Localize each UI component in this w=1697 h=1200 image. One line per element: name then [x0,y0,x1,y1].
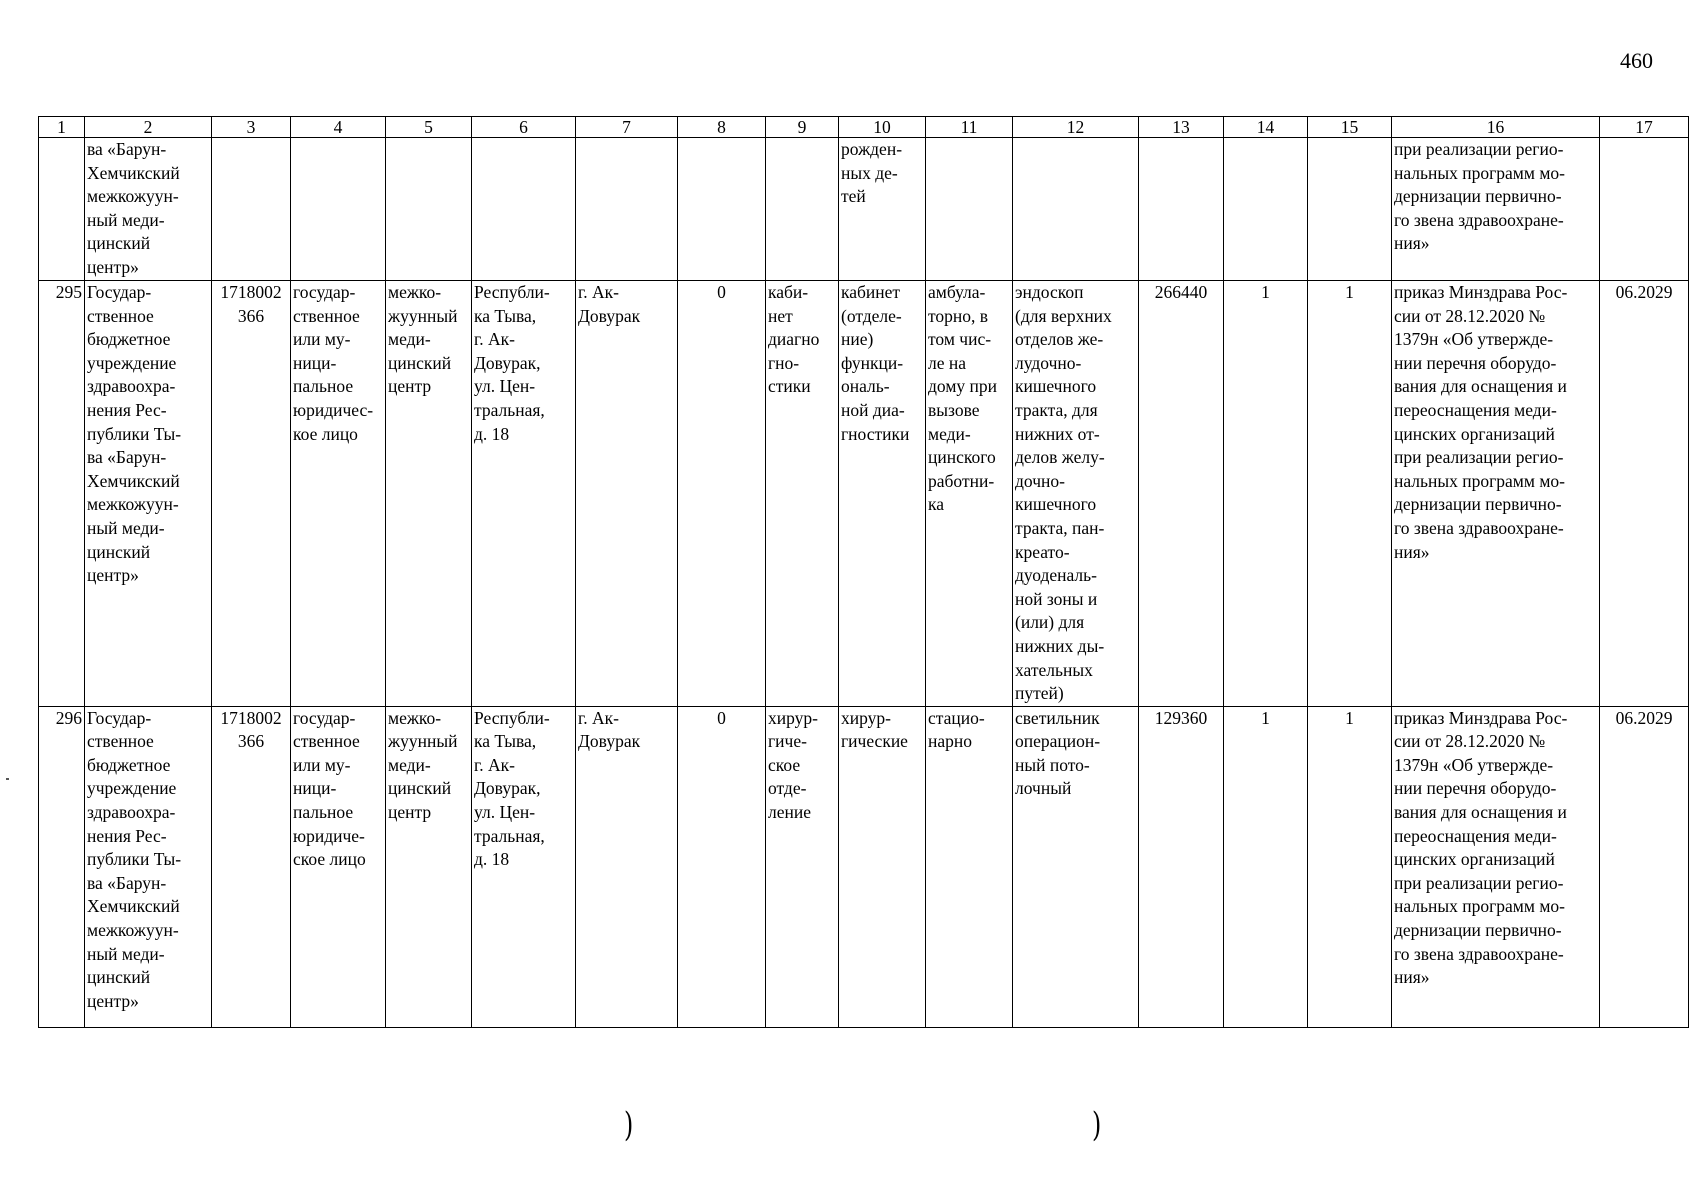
row-number-cell [39,138,85,281]
date-cell: 06.2029 [1600,706,1689,1027]
column-header: 7 [576,117,678,138]
inn-cell: 1718002 366 [212,706,291,1027]
column-header: 3 [212,117,291,138]
cost-cell: 129360 [1139,706,1224,1027]
column-header: 4 [291,117,386,138]
quantity-cell [1308,138,1392,281]
institution-cell: ва «Барун- Хемчикский межкожуун- ный меди- цинский центр» [85,138,212,281]
cost-cell [1139,138,1224,281]
column-header: 16 [1392,117,1600,138]
type-cell [386,138,472,281]
address-cell: Республи- ка Тыва, г. Ак- Довурак, ул. Цен- тральная, д. 18 [472,281,576,707]
column-header: 11 [926,117,1013,138]
column-header: 5 [386,117,472,138]
equipment-cell: эндоскоп (для верхних отделов же- лудочно- кишечного тракта, для нижних от- делов желу- дочно- кишечного тракта, пан- креато- дуоденаль- ной зоны и (или) для нижних ды- хательных путей) [1013,281,1139,707]
department-cell: рожден- ных де- тей [839,138,926,281]
basis-cell: приказ Минздрава Рос- сии от 28.12.2020 № 1379н «Об утвержде- нии перечня оборудо- вания для оснащения и переоснащения меди- цинских организаций при реализации регио- нальных программ мо- дернизации первично- го звена здравоохране- ния» [1392,281,1600,707]
column-header: 15 [1308,117,1392,138]
equipment-table [38,116,1689,1028]
locality-cell: г. Ак- Довурак [576,706,678,1027]
legal-form-cell: государ- ственное или му- ници- пальное юридичес- кое лицо [291,281,386,707]
quantity-cell: 1 [1308,281,1392,707]
locality-cell [576,138,678,281]
unit-cell: хирур- гиче- ское отде- ление [766,706,839,1027]
column-header: 17 [1600,117,1689,138]
address-cell [472,138,576,281]
department-cell: хирур- гические [839,706,926,1027]
header-row [39,117,1689,138]
row-number-cell: 295 [39,281,85,707]
type-cell: межко- жуунный меди- цинский центр [386,706,472,1027]
address-cell: Республи- ка Тыва, г. Ак- Довурак, ул. Цен- тральная, д. 18 [472,706,576,1027]
department-cell: кабинет (отделе- ние) функци- ональ- ной диа- гностики [839,281,926,707]
unit-cell [766,138,839,281]
column-header: 12 [1013,117,1139,138]
conditions-cell: амбула- торно, в том чис- ле на дому при вызове меди- цинского работни- ка [926,281,1013,707]
inn-cell: 1718002 366 [212,281,291,707]
value-cell: 0 [678,281,766,707]
institution-cell: Государ- ственное бюджетное учреждение здравоохра- нения Рес- публики Ты- ва «Барун- Хемчикский межкожуун- ный меди- цинский центр» [85,706,212,1027]
value-cell: 0 [678,706,766,1027]
legal-form-cell [291,138,386,281]
column-header: 2 [85,117,212,138]
value-cell [678,138,766,281]
quantity-cell [1224,138,1308,281]
column-header: 10 [839,117,926,138]
column-header: 6 [472,117,576,138]
type-cell: межко- жуунный меди- цинский центр [386,281,472,707]
cost-cell: 266440 [1139,281,1224,707]
column-header: 13 [1139,117,1224,138]
basis-cell: при реализации регио- нальных программ мо- дернизации первично- го звена здравоохране- ния» [1392,138,1600,281]
quantity-cell: 1 [1224,281,1308,707]
conditions-cell [926,138,1013,281]
column-header: 9 [766,117,839,138]
scan-mark: ) [1091,1105,1102,1145]
inn-cell [212,138,291,281]
locality-cell: г. Ак- Довурак [576,281,678,707]
date-cell [1600,138,1689,281]
column-header: 1 [39,117,85,138]
column-header: 14 [1224,117,1308,138]
quantity-cell: 1 [1224,706,1308,1027]
scan-mark: ) [623,1105,634,1145]
quantity-cell: 1 [1308,706,1392,1027]
column-header: 8 [678,117,766,138]
institution-cell: Государ- ственное бюджетное учреждение здравоохра- нения Рес- публики Ты- ва «Барун- Хемчикский межкожуун- ный меди- цинский центр» [85,281,212,707]
table-row [39,138,1689,281]
table-row [39,706,1689,1027]
legal-form-cell: государ- ственное или му- ници- пальное юридиче- ское лицо [291,706,386,1027]
table-row [39,281,1689,707]
equipment-cell: светильник операцион- ный пото- лочный [1013,706,1139,1027]
basis-cell: приказ Минздрава Рос- сии от 28.12.2020 № 1379н «Об утвержде- нии перечня оборудо- вания для оснащения и переоснащения меди- цинских организаций при реализации регио- нальных программ мо- дернизации первично- го звена здравоохране- ния» [1392,706,1600,1027]
equipment-cell [1013,138,1139,281]
scan-speck [6,778,9,780]
row-number-cell: 296 [39,706,85,1027]
date-cell: 06.2029 [1600,281,1689,707]
unit-cell: каби- нет диагно гно- стики [766,281,839,707]
conditions-cell: стацио- нарно [926,706,1013,1027]
page-number: 460 [1620,48,1653,73]
